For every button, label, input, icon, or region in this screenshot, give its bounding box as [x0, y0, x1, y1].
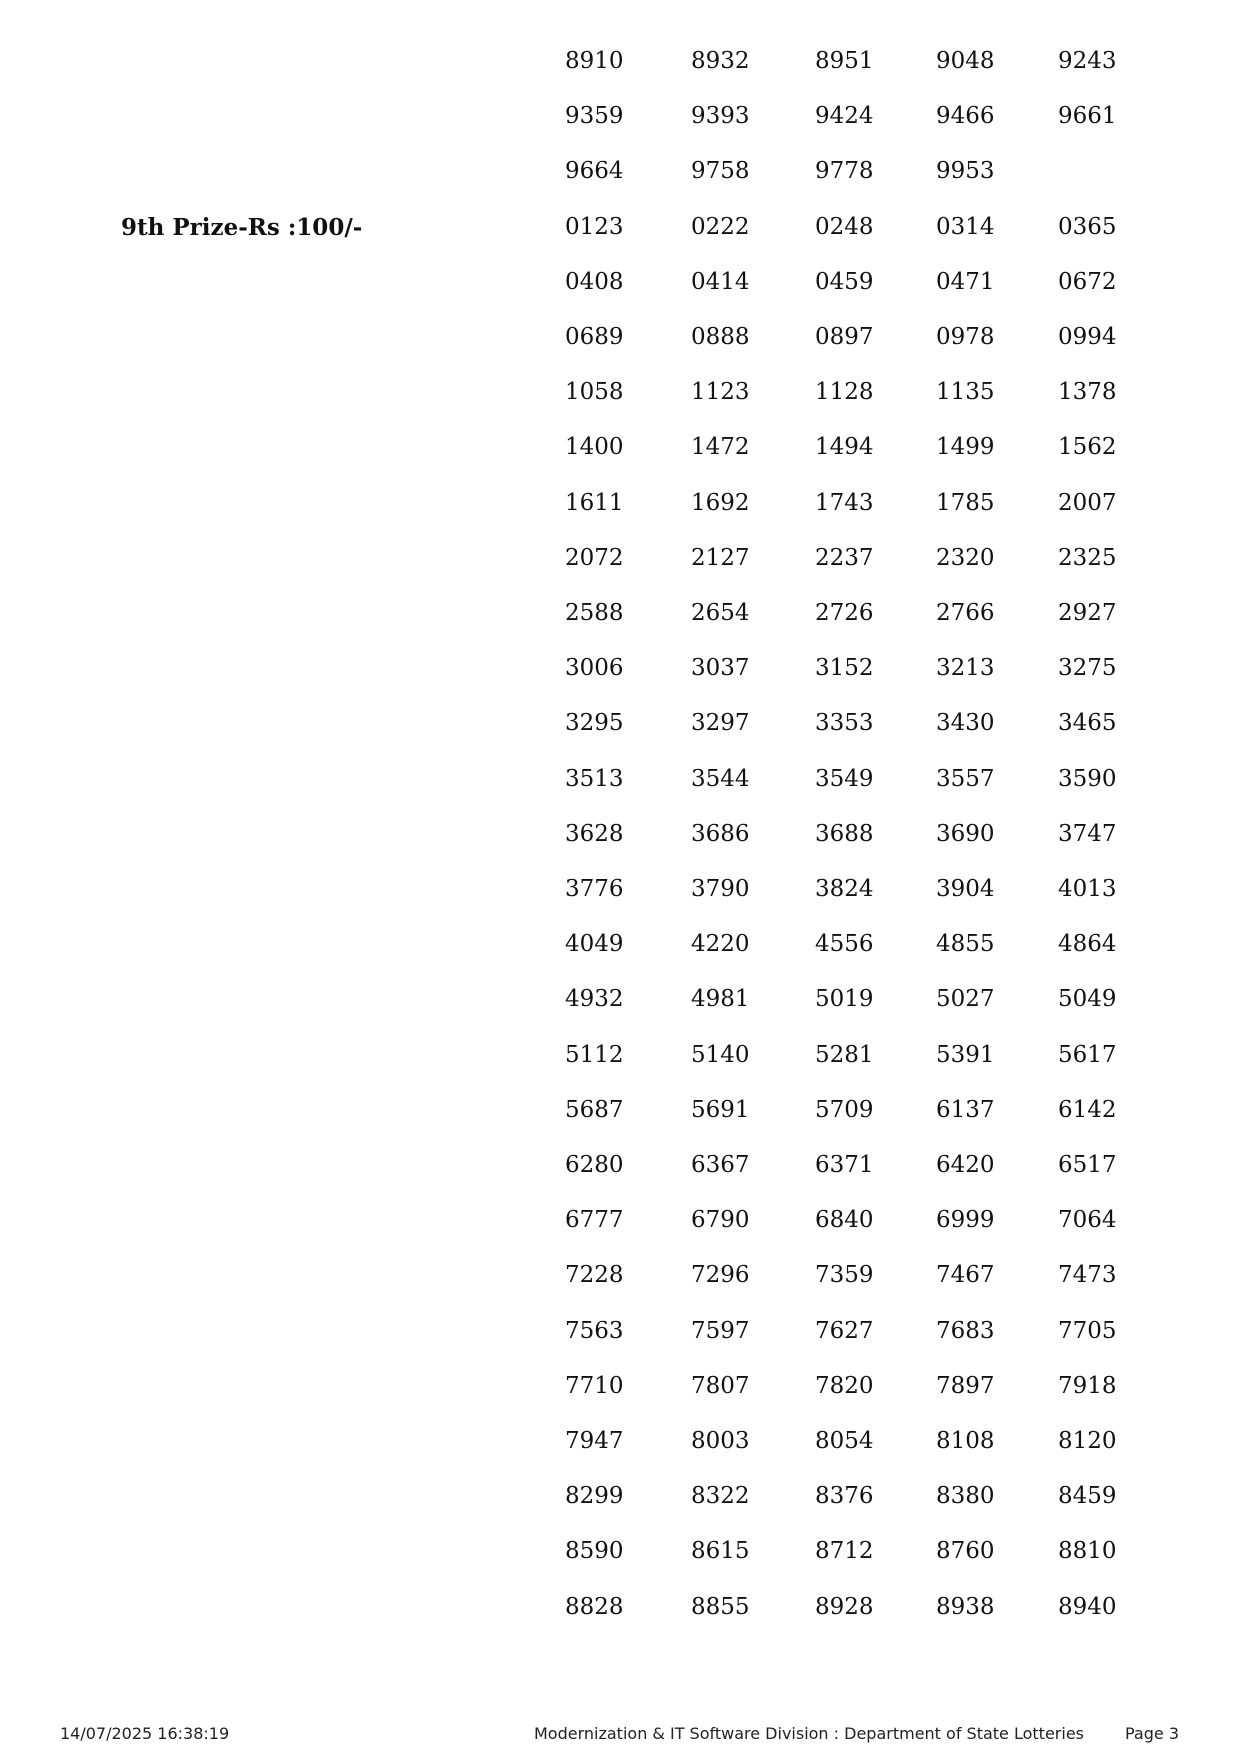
winning-number: 8855: [691, 1593, 750, 1620]
number-row: [0, 1154, 1241, 1184]
winning-number: 3513: [565, 765, 624, 792]
winning-number: 9466: [936, 103, 995, 130]
winning-number: 4981: [691, 986, 750, 1013]
number-row: [0, 657, 1241, 687]
winning-number: 9393: [691, 103, 750, 130]
winning-number: 8928: [815, 1593, 874, 1620]
winning-number: 3824: [815, 876, 874, 902]
winning-number: 1494: [815, 434, 874, 461]
winning-number: 7947: [565, 1428, 624, 1454]
footer-division: Modernization & IT Software Division : Department of State Lotteries: [534, 1724, 1084, 1743]
winning-number: 8108: [936, 1428, 995, 1454]
winning-number: 7296: [691, 1262, 750, 1289]
winning-number: 8932: [691, 48, 750, 74]
number-row: [0, 933, 1241, 963]
winning-number: 1378: [1058, 379, 1117, 406]
winning-number: 5049: [1058, 986, 1117, 1013]
winning-number: 6142: [1058, 1096, 1117, 1123]
number-row: [0, 268, 1241, 301]
winning-number: 0365: [1058, 213, 1117, 240]
winning-number: 8299: [565, 1483, 624, 1510]
winning-number: 3628: [565, 820, 624, 847]
winning-number: 9243: [1058, 48, 1117, 74]
winning-number: 8459: [1058, 1483, 1117, 1510]
winning-number: 5391: [936, 1041, 995, 1068]
winning-number: 7820: [815, 1372, 874, 1399]
footer-timestamp: 14/07/2025 16:38:19: [60, 1724, 230, 1743]
winning-number: 1472: [691, 434, 750, 461]
winning-number: 1123: [691, 379, 750, 406]
winning-number: 3037: [691, 655, 750, 682]
winning-number: 8951: [815, 48, 874, 74]
winning-number: 3776: [565, 876, 624, 902]
winning-number: 3297: [691, 710, 750, 737]
winning-number: 8322: [691, 1483, 750, 1510]
winning-number: 0471: [936, 268, 995, 295]
winning-number: 7467: [936, 1262, 995, 1289]
winning-number: 3295: [565, 710, 624, 737]
winning-number: 7228: [565, 1262, 624, 1289]
winning-number: 2726: [815, 600, 874, 626]
winning-number: 5617: [1058, 1041, 1117, 1068]
winning-number: 4855: [936, 931, 995, 958]
winning-number: 8054: [815, 1428, 874, 1454]
winning-number: 1128: [815, 379, 874, 406]
number-row: [0, 1372, 1241, 1405]
number-row: [0, 213, 1241, 246]
winning-number: 7710: [565, 1372, 624, 1399]
winning-number: 5027: [936, 986, 995, 1013]
winning-number: 8760: [936, 1538, 995, 1565]
number-row: [0, 105, 1241, 135]
winning-number: 6840: [815, 1207, 874, 1234]
number-row: [0, 1317, 1241, 1350]
winning-number: 0459: [815, 268, 874, 295]
winning-number: 3747: [1058, 820, 1117, 847]
number-row: [0, 602, 1241, 632]
number-row: [0, 160, 1241, 190]
winning-number: 8712: [815, 1538, 874, 1565]
winning-number: 1499: [936, 434, 995, 461]
winning-number: 6790: [691, 1207, 750, 1234]
winning-number: 2927: [1058, 600, 1117, 626]
winning-number: 2072: [565, 544, 624, 571]
winning-number: 9359: [565, 103, 624, 130]
winning-number: 8003: [691, 1428, 750, 1454]
winning-number: 7597: [691, 1317, 750, 1344]
number-row: [0, 544, 1241, 577]
winning-number: 6420: [936, 1152, 995, 1178]
winning-number: 7473: [1058, 1262, 1117, 1289]
number-row: [0, 1209, 1241, 1239]
winning-number: 3213: [936, 655, 995, 682]
winning-number: 2007: [1058, 489, 1117, 516]
winning-number: 0978: [936, 324, 995, 350]
winning-number: 7627: [815, 1317, 874, 1344]
number-row: [0, 1485, 1241, 1515]
winning-number: 4932: [565, 986, 624, 1013]
winning-number: 9664: [565, 158, 624, 185]
winning-number: 9048: [936, 48, 995, 74]
winning-number: 0314: [936, 213, 995, 240]
winning-number: 6280: [565, 1152, 624, 1178]
winning-number: 9953: [936, 158, 995, 185]
winning-number: 6371: [815, 1152, 874, 1178]
winning-number: 2654: [691, 600, 750, 626]
winning-number: 4049: [565, 931, 624, 958]
page-footer: [0, 1724, 1241, 1746]
winning-number: 3152: [815, 655, 874, 682]
winning-number: 3353: [815, 710, 874, 737]
winning-number: 0408: [565, 268, 624, 295]
winning-number: 6517: [1058, 1152, 1117, 1178]
number-row: [0, 1041, 1241, 1074]
winning-number: 3549: [815, 765, 874, 792]
winning-number: 8376: [815, 1483, 874, 1510]
number-row: [0, 381, 1241, 411]
winning-number: 4220: [691, 931, 750, 958]
winning-number: 8380: [936, 1483, 995, 1510]
winning-number: 1135: [936, 379, 995, 406]
winning-number: 8615: [691, 1538, 750, 1565]
winning-number: 4864: [1058, 931, 1117, 958]
winning-number: 8938: [936, 1593, 995, 1620]
footer-page-number: Page 3: [1125, 1724, 1179, 1743]
winning-number: 2237: [815, 544, 874, 571]
winning-number: 0222: [691, 213, 750, 240]
winning-number: 7359: [815, 1262, 874, 1289]
number-row: [0, 988, 1241, 1018]
winning-number: 3688: [815, 820, 874, 847]
winning-number: 1611: [565, 489, 624, 516]
winning-number: 3686: [691, 820, 750, 847]
number-row: [0, 50, 1241, 80]
winning-number: 3790: [691, 876, 750, 902]
winning-number: 7683: [936, 1317, 995, 1344]
winning-number: 8810: [1058, 1538, 1117, 1565]
winning-number: 1400: [565, 434, 624, 461]
winning-number: 1058: [565, 379, 624, 406]
number-row: [0, 1264, 1241, 1294]
winning-number: 0897: [815, 324, 874, 350]
winning-number: 1743: [815, 489, 874, 516]
winning-number: 3275: [1058, 655, 1117, 682]
winning-number: 6999: [936, 1207, 995, 1234]
winning-number: 3544: [691, 765, 750, 792]
winning-number: 7064: [1058, 1207, 1117, 1234]
winning-number: 3006: [565, 655, 624, 682]
winning-number: 4556: [815, 931, 874, 958]
prize-heading: 9th Prize-Rs :100/-: [121, 213, 363, 241]
winning-number: 6137: [936, 1096, 995, 1123]
winning-number: 3590: [1058, 765, 1117, 792]
winning-number: 9424: [815, 103, 874, 130]
winning-number: 2588: [565, 600, 624, 626]
winning-number: 3690: [936, 820, 995, 847]
number-row: [0, 436, 1241, 466]
winning-number: 7807: [691, 1372, 750, 1399]
winning-number: 1785: [936, 489, 995, 516]
number-row: [0, 1540, 1241, 1570]
winning-number: 7563: [565, 1317, 624, 1344]
winning-number: 5691: [691, 1096, 750, 1123]
winning-number: 9778: [815, 158, 874, 185]
winning-number: 8120: [1058, 1428, 1117, 1454]
number-row: [0, 1096, 1241, 1129]
winning-number: 0248: [815, 213, 874, 240]
winning-number: 6777: [565, 1207, 624, 1234]
winning-number: 5687: [565, 1096, 624, 1123]
winning-number: 9661: [1058, 103, 1117, 130]
number-row: [0, 712, 1241, 742]
winning-number: 0689: [565, 324, 624, 350]
winning-number: 5112: [565, 1041, 624, 1068]
number-row: [0, 820, 1241, 853]
winning-number: 5709: [815, 1096, 874, 1123]
winning-number: 0888: [691, 324, 750, 350]
number-row: [0, 878, 1241, 908]
winning-number: 0123: [565, 213, 624, 240]
winning-number: 2325: [1058, 544, 1117, 571]
number-row: [0, 326, 1241, 356]
winning-number: 3465: [1058, 710, 1117, 737]
winning-number: 3430: [936, 710, 995, 737]
winning-number: 5140: [691, 1041, 750, 1068]
winning-number: 2320: [936, 544, 995, 571]
winning-number: 8590: [565, 1538, 624, 1565]
winning-number: 9758: [691, 158, 750, 185]
winning-number: 8940: [1058, 1593, 1117, 1620]
number-row: [0, 1593, 1241, 1626]
winning-number: 0672: [1058, 268, 1117, 295]
winning-number: 1562: [1058, 434, 1117, 461]
winning-number: 1692: [691, 489, 750, 516]
winning-number: 0994: [1058, 324, 1117, 350]
winning-number: 2766: [936, 600, 995, 626]
winning-number: 3904: [936, 876, 995, 902]
winning-number: 8910: [565, 48, 624, 74]
winning-number: 5281: [815, 1041, 874, 1068]
winning-number: 7897: [936, 1372, 995, 1399]
winning-number: 8828: [565, 1593, 624, 1620]
winning-number: 7705: [1058, 1317, 1117, 1344]
number-row: [0, 765, 1241, 798]
number-row: [0, 1430, 1241, 1460]
winning-number: 4013: [1058, 876, 1117, 902]
winning-number: 7918: [1058, 1372, 1117, 1399]
winning-number: 2127: [691, 544, 750, 571]
winning-number: 5019: [815, 986, 874, 1013]
number-row: [0, 489, 1241, 522]
winning-number: 0414: [691, 268, 750, 295]
winning-number: 6367: [691, 1152, 750, 1178]
winning-number: 3557: [936, 765, 995, 792]
